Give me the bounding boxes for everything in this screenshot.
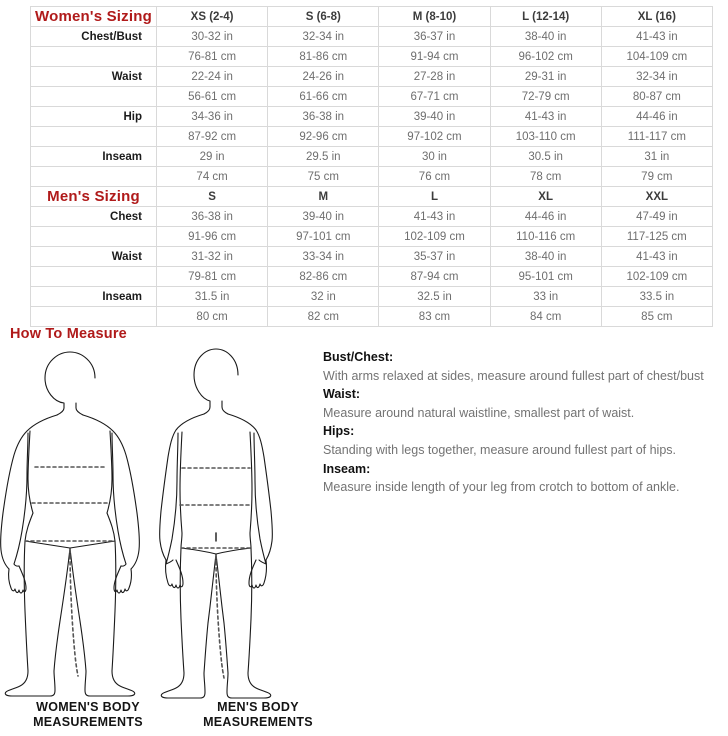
cell: 24-26 in bbox=[268, 67, 379, 87]
how-to-measure-heading: How To Measure bbox=[10, 326, 127, 342]
body-figures bbox=[0, 345, 330, 700]
column-header-s: S bbox=[157, 187, 268, 207]
instruction-desc-inseam: Measure inside length of your leg from crotch to bottom of ankle. bbox=[323, 480, 680, 495]
inseam-measure-line bbox=[70, 550, 78, 676]
cell: 41-43 in bbox=[601, 247, 712, 267]
table-row bbox=[31, 167, 713, 187]
cell: 76 cm bbox=[379, 167, 490, 187]
cell: 95-101 cm bbox=[490, 267, 601, 287]
table-row bbox=[31, 287, 713, 307]
cell: 91-94 cm bbox=[379, 47, 490, 67]
cell: 96-102 cm bbox=[490, 47, 601, 67]
cell: 44-46 in bbox=[601, 107, 712, 127]
cell: 82 cm bbox=[268, 307, 379, 327]
instruction-desc-waist: Measure around natural waistline, smallest part of waist. bbox=[323, 405, 635, 420]
cell: 30 in bbox=[379, 147, 490, 167]
cell: 84 cm bbox=[490, 307, 601, 327]
row-label-blank bbox=[31, 127, 157, 147]
column-header-m: M bbox=[268, 187, 379, 207]
cell: 38-40 in bbox=[490, 27, 601, 47]
cell: 102-109 cm bbox=[379, 227, 490, 247]
table-row bbox=[31, 67, 713, 87]
cell: 72-79 cm bbox=[490, 87, 601, 107]
cell: 27-28 in bbox=[379, 67, 490, 87]
womens-sizing-title: Women's Sizing bbox=[31, 7, 157, 27]
row-label-blank bbox=[31, 167, 157, 187]
table-header-row bbox=[31, 7, 713, 27]
row-label-blank bbox=[31, 47, 157, 67]
cell: 36-38 in bbox=[157, 207, 268, 227]
female-caption-line1: WOMEN'S BODY bbox=[36, 700, 140, 714]
cell: 97-101 cm bbox=[268, 227, 379, 247]
mens-sizing-title: Men's Sizing bbox=[31, 187, 157, 207]
cell: 75 cm bbox=[268, 167, 379, 187]
cell: 34-36 in bbox=[157, 107, 268, 127]
table-row bbox=[31, 27, 713, 47]
cell: 97-102 cm bbox=[379, 127, 490, 147]
cell: 61-66 cm bbox=[268, 87, 379, 107]
cell: 102-109 cm bbox=[601, 267, 712, 287]
cell: 33-34 in bbox=[268, 247, 379, 267]
column-header-xl: XL (16) bbox=[601, 7, 712, 27]
table-row bbox=[31, 107, 713, 127]
cell: 32-34 in bbox=[268, 27, 379, 47]
cell: 85 cm bbox=[601, 307, 712, 327]
cell: 87-92 cm bbox=[157, 127, 268, 147]
row-label-inseam: Inseam bbox=[31, 287, 157, 307]
male-caption-line1: MEN'S BODY bbox=[217, 700, 299, 714]
row-label-chest: Chest bbox=[31, 207, 157, 227]
table-row bbox=[31, 127, 713, 147]
cell: 33.5 in bbox=[601, 287, 712, 307]
row-label-inseam: Inseam bbox=[31, 147, 157, 167]
instruction-term-waist: Waist: bbox=[323, 387, 361, 402]
cell: 32.5 in bbox=[379, 287, 490, 307]
cell: 80 cm bbox=[157, 307, 268, 327]
column-header-xl: XL bbox=[490, 187, 601, 207]
female-figure-caption bbox=[8, 700, 168, 730]
cell: 41-43 in bbox=[379, 207, 490, 227]
cell: 41-43 in bbox=[490, 107, 601, 127]
row-label-waist: Waist bbox=[31, 247, 157, 267]
cell: 31 in bbox=[601, 147, 712, 167]
cell: 81-86 cm bbox=[268, 47, 379, 67]
measurement-instructions bbox=[323, 348, 723, 497]
instruction-desc-hips: Standing with legs together, measure around fullest part of hips. bbox=[323, 442, 676, 457]
male-caption-line2: MEASUREMENTS bbox=[203, 715, 313, 729]
cell: 36-38 in bbox=[268, 107, 379, 127]
cell: 36-37 in bbox=[379, 27, 490, 47]
cell: 78 cm bbox=[490, 167, 601, 187]
row-label-blank bbox=[31, 307, 157, 327]
cell: 35-37 in bbox=[379, 247, 490, 267]
instruction-desc-bust-chest: With arms relaxed at sides, measure around fullest part of chest/bust bbox=[323, 368, 704, 383]
womens-sizing-table bbox=[30, 6, 713, 187]
cell: 41-43 in bbox=[601, 27, 712, 47]
table-row bbox=[31, 207, 713, 227]
row-label-blank bbox=[31, 87, 157, 107]
table-row bbox=[31, 307, 713, 327]
cell: 83 cm bbox=[379, 307, 490, 327]
row-label-chest-bust: Chest/Bust bbox=[31, 27, 157, 47]
female-caption-line2: MEASUREMENTS bbox=[33, 715, 143, 729]
cell: 74 cm bbox=[157, 167, 268, 187]
cell: 47-49 in bbox=[601, 207, 712, 227]
cell: 29.5 in bbox=[268, 147, 379, 167]
female-body-figure bbox=[1, 352, 140, 696]
column-header-s: S (6-8) bbox=[268, 7, 379, 27]
row-label-hip: Hip bbox=[31, 107, 157, 127]
cell: 31.5 in bbox=[157, 287, 268, 307]
male-body-figure bbox=[160, 349, 273, 698]
table-row bbox=[31, 267, 713, 287]
cell: 22-24 in bbox=[157, 67, 268, 87]
cell: 56-61 cm bbox=[157, 87, 268, 107]
row-label-blank bbox=[31, 227, 157, 247]
cell: 32 in bbox=[268, 287, 379, 307]
table-header-row bbox=[31, 187, 713, 207]
instruction-term-inseam: Inseam: bbox=[323, 461, 371, 476]
table-row bbox=[31, 147, 713, 167]
cell: 44-46 in bbox=[490, 207, 601, 227]
mens-sizing-table bbox=[30, 186, 713, 327]
column-header-l: L bbox=[379, 187, 490, 207]
male-measurement-lines bbox=[180, 468, 252, 678]
female-measurement-lines bbox=[25, 467, 115, 676]
cell: 92-96 cm bbox=[268, 127, 379, 147]
row-label-blank bbox=[31, 267, 157, 287]
column-header-m: M (8-10) bbox=[379, 7, 490, 27]
cell: 29 in bbox=[157, 147, 268, 167]
cell: 104-109 cm bbox=[601, 47, 712, 67]
cell: 82-86 cm bbox=[268, 267, 379, 287]
cell: 30.5 in bbox=[490, 147, 601, 167]
table-row bbox=[31, 247, 713, 267]
male-figure-caption bbox=[178, 700, 338, 730]
column-header-l: L (12-14) bbox=[490, 7, 601, 27]
cell: 79 cm bbox=[601, 167, 712, 187]
row-label-waist: Waist bbox=[31, 67, 157, 87]
cell: 39-40 in bbox=[379, 107, 490, 127]
cell: 32-34 in bbox=[601, 67, 712, 87]
cell: 80-87 cm bbox=[601, 87, 712, 107]
cell: 103-110 cm bbox=[490, 127, 601, 147]
column-header-xs: XS (2-4) bbox=[157, 7, 268, 27]
table-row bbox=[31, 87, 713, 107]
table-row bbox=[31, 227, 713, 247]
cell: 87-94 cm bbox=[379, 267, 490, 287]
table-row bbox=[31, 47, 713, 67]
cell: 111-117 cm bbox=[601, 127, 712, 147]
cell: 31-32 in bbox=[157, 247, 268, 267]
instruction-term-bust-chest: Bust/Chest: bbox=[323, 350, 394, 364]
cell: 38-40 in bbox=[490, 247, 601, 267]
cell: 39-40 in bbox=[268, 207, 379, 227]
cell: 29-31 in bbox=[490, 67, 601, 87]
cell: 67-71 cm bbox=[379, 87, 490, 107]
body-figures-svg bbox=[0, 345, 330, 700]
cell: 30-32 in bbox=[157, 27, 268, 47]
cell: 76-81 cm bbox=[157, 47, 268, 67]
cell: 33 in bbox=[490, 287, 601, 307]
cell: 79-81 cm bbox=[157, 267, 268, 287]
instruction-term-hips: Hips: bbox=[323, 424, 355, 439]
cell: 91-96 cm bbox=[157, 227, 268, 247]
column-header-xxl: XXL bbox=[601, 187, 712, 207]
cell: 117-125 cm bbox=[601, 227, 712, 247]
cell: 110-116 cm bbox=[490, 227, 601, 247]
